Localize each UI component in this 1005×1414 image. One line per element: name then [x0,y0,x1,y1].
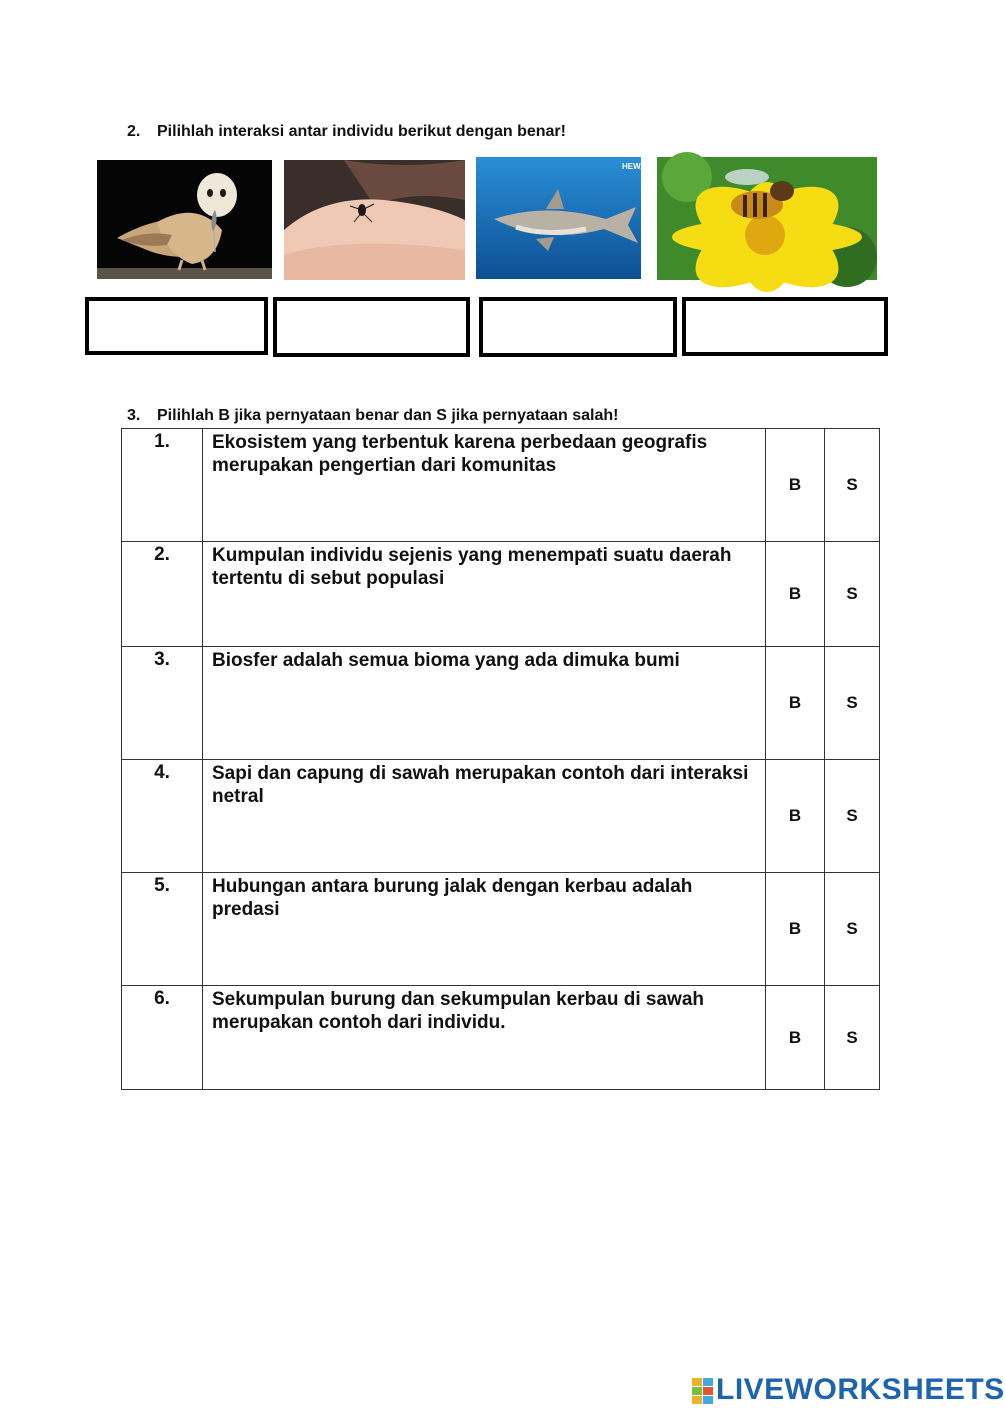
table-row [122,647,880,760]
row-number: 1. [122,429,203,542]
liveworksheets-logo-text: LIVEWORKSHEETS [716,1373,1005,1406]
option-s-button[interactable]: S [825,760,880,873]
liveworksheets-logo-icon [692,1376,714,1404]
table-row [122,542,880,647]
option-s-button[interactable]: S [825,986,880,1090]
mosquito-icon [284,160,465,280]
option-b-button[interactable]: B [766,429,825,542]
shark-photo [476,157,646,279]
liveworksheets-logo[interactable] [692,1373,1005,1407]
statement-text: Kumpulan individu sejenis yang menempati suatu daerah tertentu di sebut populasi [203,542,766,647]
answer-box-1[interactable] [85,297,268,355]
table-row [122,760,880,873]
option-b-button[interactable]: B [766,760,825,873]
option-s-button[interactable]: S [825,873,880,986]
row-number: 2. [122,542,203,647]
row-number: 6. [122,986,203,1090]
option-b-button[interactable]: B [766,986,825,1090]
option-b-button[interactable]: B [766,873,825,986]
statement-text: Sekumpulan burung dan sekumpulan kerbau di sawah merupakan contoh dari individu. [203,986,766,1090]
statement-text: Ekosistem yang terbentuk karena perbedaan geografis merupakan pengertian dari komunitas [203,429,766,542]
bee-icon [657,157,877,280]
statement-text: Hubungan antara burung jalak dengan kerbau adalah predasi [203,873,766,986]
row-number: 3. [122,647,203,760]
question-3-title [127,407,619,425]
answer-box-3[interactable] [479,297,677,357]
option-b-button[interactable]: B [766,647,825,760]
option-s-button[interactable]: S [825,542,880,647]
statement-text: Biosfer adalah semua bioma yang ada dimuka bumi [203,647,766,760]
question-2-title [127,123,566,141]
owl-icon [97,160,272,279]
statement-text: Sapi dan capung di sawah merupakan contoh dari interaksi netral [203,760,766,873]
statement-table [121,428,880,1090]
shark-icon [476,157,646,279]
question-2-number: 2. [127,123,141,140]
table-row [122,873,880,986]
option-s-button[interactable]: S [825,429,880,542]
owl-photo [97,160,272,279]
question-3-number: 3. [127,407,141,424]
question-2-instruction: Pilihlah interaksi antar individu berikut dengan benar! [157,123,566,140]
row-number: 4. [122,760,203,873]
answer-box-2[interactable] [273,297,470,357]
bee-photo [657,157,877,280]
mosquito-photo [284,160,465,280]
option-s-button[interactable]: S [825,647,880,760]
table-row [122,429,880,542]
question-3-instruction: Pilihlah B jika pernyataan benar dan S jika pernyataan salah! [157,407,619,424]
answer-box-4[interactable] [682,297,888,356]
shark-watermark: HEWA [622,162,646,171]
option-b-button[interactable]: B [766,542,825,647]
row-number: 5. [122,873,203,986]
table-row [122,986,880,1090]
